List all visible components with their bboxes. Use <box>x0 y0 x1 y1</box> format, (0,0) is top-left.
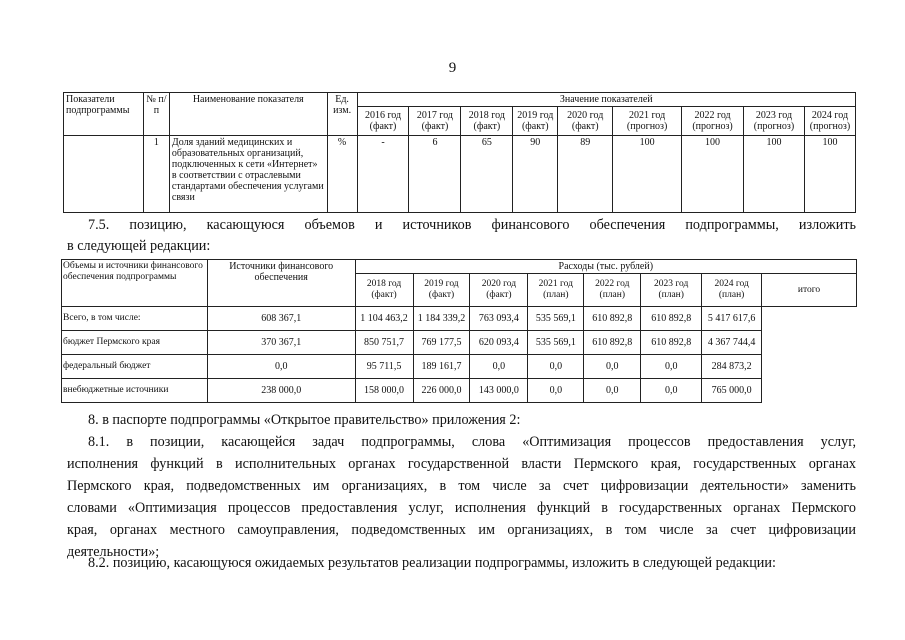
expense-value: 610 892,8 <box>641 331 702 355</box>
table-row <box>62 379 857 403</box>
expense-value: 284 873,2 <box>702 355 762 379</box>
total-header: итого <box>762 274 857 307</box>
page-number: 9 <box>448 60 457 76</box>
expense-value: 158 000,0 <box>355 379 413 403</box>
expense-value: 850 751,7 <box>355 331 413 355</box>
expense-value: 238 000,0 <box>207 379 355 403</box>
year-header: 2022 год (план) <box>584 274 641 307</box>
header-financing-volumes: Объемы и источники финансового обеспечения подпрограммы <box>62 260 208 307</box>
indicator-value: 100 <box>744 136 805 213</box>
header-financing-sources: Источники финансового обеспечения <box>207 260 355 307</box>
expense-value: 0,0 <box>584 355 641 379</box>
expense-value: 610 892,8 <box>584 307 641 331</box>
table-row <box>62 355 857 379</box>
year-header: 2024 год (прогноз) <box>804 107 855 136</box>
paragraph-8-1-line: словами «Оптимизация процессов предоставления услуг, исполнения функций в государственных органах Пермского <box>67 500 856 516</box>
expense-value: 1 104 463,2 <box>355 307 413 331</box>
expense-value: 0,0 <box>528 355 584 379</box>
indicator-value: 65 <box>461 136 513 213</box>
paragraph-8-1-line: 8.1. в позиции, касающейся задач подпрограммы, слова «Оптимизация процессов предоставления услуг, <box>88 434 856 450</box>
indicator-value: 100 <box>613 136 682 213</box>
expense-value: 610 892,8 <box>641 307 702 331</box>
header-indicator-name: Наименование показателя <box>169 93 327 136</box>
indicator-value: 6 <box>409 136 461 213</box>
expense-value: 763 093,4 <box>470 307 528 331</box>
expense-value: 4 367 744,4 <box>702 331 762 355</box>
financing-source: федеральный бюджет <box>62 355 208 379</box>
year-header: 2024 год (план) <box>702 274 762 307</box>
year-header: 2020 год (факт) <box>558 107 613 136</box>
expense-value: 535 569,1 <box>528 331 584 355</box>
finance-table <box>61 259 857 403</box>
expense-value: 620 093,4 <box>470 331 528 355</box>
paragraph-7-5-line2: в следующей редакции: <box>67 238 211 254</box>
paragraph-8-1-line: края, органах местного самоуправления, подведомственных им организациях, в том числе за счет цифровизации <box>67 522 856 538</box>
year-header: 2018 год (факт) <box>355 274 413 307</box>
indicator-name: Доля зданий медицинских и образовательных организаций, подключенных к сети «Интернет» в соответствии с отраслевыми стандартами обеспечения услугами связи <box>169 136 327 213</box>
expense-value: 226 000,0 <box>413 379 470 403</box>
year-header: 2016 год (факт) <box>357 107 409 136</box>
expense-value: 0,0 <box>207 355 355 379</box>
paragraph-8-1-line: деятельности»; <box>67 544 160 560</box>
row-number: 1 <box>143 136 169 213</box>
paragraph-7-5-line1: 7.5. позицию, касающуюся объемов и источников финансового обеспечения подпрограммы, изложить <box>88 217 856 233</box>
indicator-value: 90 <box>513 136 558 213</box>
financing-source: бюджет Пермского края <box>62 331 208 355</box>
year-header: 2021 год (прогноз) <box>613 107 682 136</box>
indicator-value: - <box>357 136 409 213</box>
expense-value: 370 367,1 <box>207 331 355 355</box>
expense-value: 769 177,5 <box>413 331 470 355</box>
table-row <box>62 307 857 331</box>
expense-value: 189 161,7 <box>413 355 470 379</box>
table-row <box>62 331 857 355</box>
expense-value: 143 000,0 <box>470 379 528 403</box>
indicator-value: 100 <box>804 136 855 213</box>
year-header: 2023 год (прогноз) <box>744 107 805 136</box>
expense-value: 1 184 339,2 <box>413 307 470 331</box>
paragraph-8-1-line: Пермского края, подведомственных им организациях, в том числе за счет цифровизации деятельности» заменить <box>67 478 856 494</box>
expense-value: 608 367,1 <box>207 307 355 331</box>
financing-source: Всего, в том числе: <box>62 307 208 331</box>
expense-value: 765 000,0 <box>702 379 762 403</box>
expense-value: 95 711,5 <box>355 355 413 379</box>
expense-value: 0,0 <box>584 379 641 403</box>
year-header: 2017 год (факт) <box>409 107 461 136</box>
year-header: 2023 год (план) <box>641 274 702 307</box>
expense-value: 5 417 617,6 <box>702 307 762 331</box>
unit-cell: % <box>327 136 357 213</box>
expense-value: 535 569,1 <box>528 307 584 331</box>
expense-value: 0,0 <box>528 379 584 403</box>
indicator-value: 100 <box>682 136 744 213</box>
year-header: 2020 год (факт) <box>470 274 528 307</box>
header-expenses: Расходы (тыс. рублей) <box>355 260 856 274</box>
year-header: 2018 год (факт) <box>461 107 513 136</box>
header-indicator-values: Значение показателей <box>357 93 855 107</box>
expense-value: 610 892,8 <box>584 331 641 355</box>
indicator-value: 89 <box>558 136 613 213</box>
year-header: 2021 год (план) <box>528 274 584 307</box>
year-header: 2019 год (факт) <box>513 107 558 136</box>
expense-value: 0,0 <box>641 355 702 379</box>
expense-value: 0,0 <box>641 379 702 403</box>
header-row-number: № п/п <box>143 93 169 136</box>
paragraph-8: 8. в паспорте подпрограммы «Открытое правительство» приложения 2: <box>88 412 521 428</box>
financing-source: внебюджетные источники <box>62 379 208 403</box>
year-header: 2022 год (прогноз) <box>682 107 744 136</box>
paragraph-8-2: 8.2. позицию, касающуюся ожидаемых результатов реализации подпрограммы, изложить в следующей редакции: <box>88 555 776 571</box>
paragraph-8-1-line: исполнения функций в исполнительных органах государственной власти Пермского края, государственных органах <box>67 456 856 472</box>
header-subprogram-indicators: Показатели подпрограммы <box>64 93 144 136</box>
header-unit: Ед. изм. <box>327 93 357 136</box>
expense-value: 0,0 <box>470 355 528 379</box>
indicator-table <box>63 92 856 213</box>
year-header: 2019 год (факт) <box>413 274 470 307</box>
empty-cell <box>64 136 144 213</box>
